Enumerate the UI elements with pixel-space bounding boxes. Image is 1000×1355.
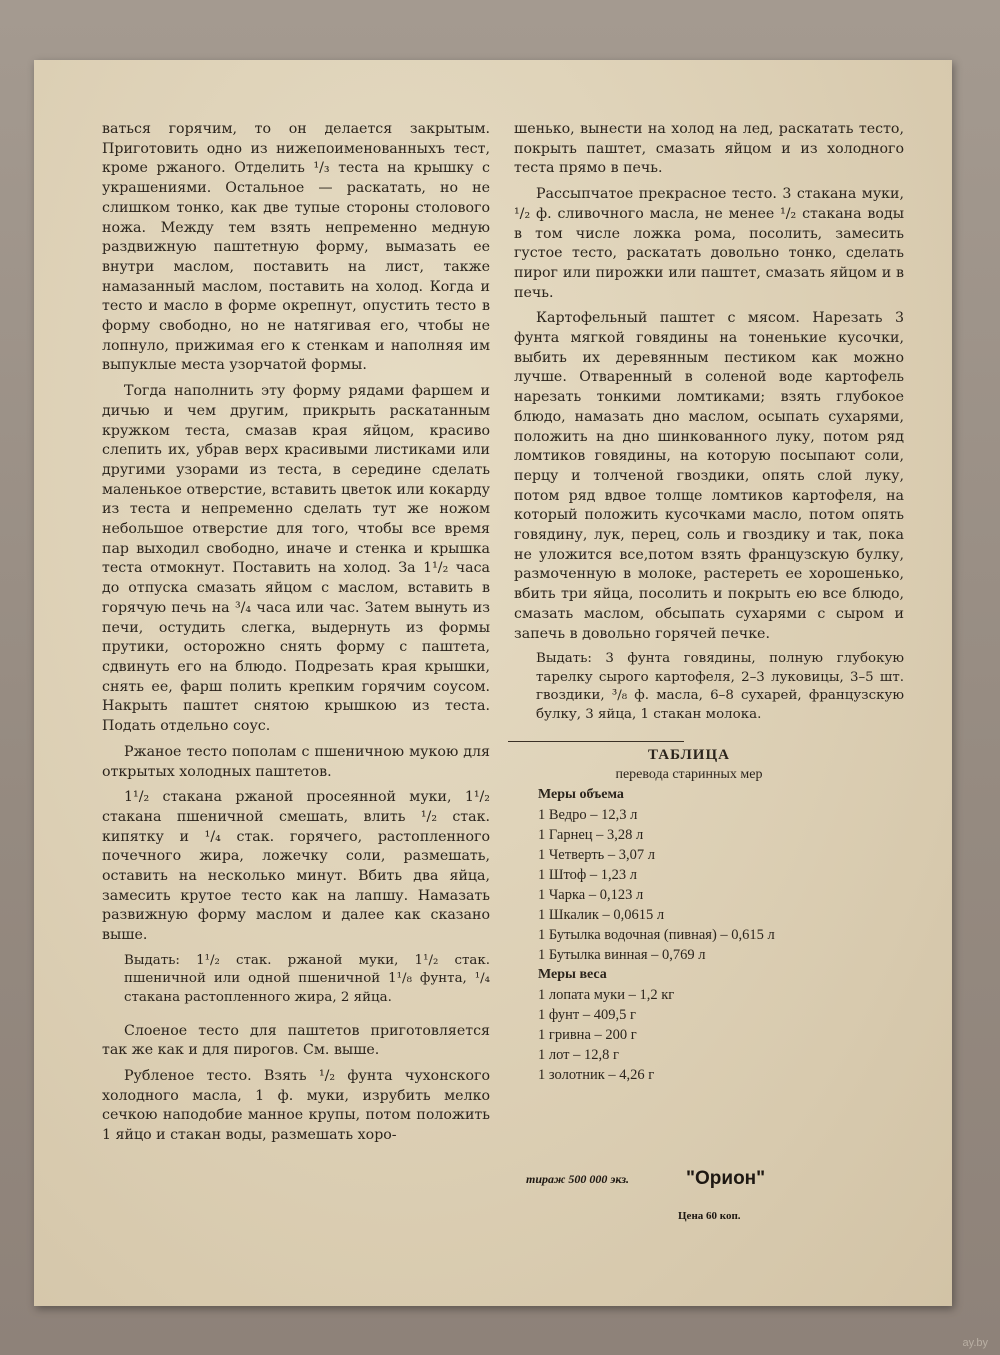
table-title: ТАБЛИЦА <box>648 746 730 763</box>
price-label: Цена 60 коп. <box>678 1210 741 1222</box>
measure-row: 1 Гарнец – 3,28 л <box>538 827 644 844</box>
measure-row: 1 фунт – 409,5 г <box>538 1007 636 1024</box>
paragraph-pate-closed: ваться горячим, то он делается закрытым. Приготовить одно из нижепоименованныхъ тест, кроме ржаного. Отделить ¹/₃ теста на крышку с украшениями. Остальное — раскатать, но не слишком тонко, как две тупые стороны столового ножа. Между тем взять непременно медную раздвижную паштетную форму, вымазать ее внутри маслом, поставить на лист, также намазанный маслом, поставить на холод. Когда и тесто и масло в форме окрепнут, опустить тесто в форму свободно, но не натягивая его, чтобы не лопнуло, прижимая его к стенкам и наполняя им выпуклые места узорчатой формы. <box>102 121 490 374</box>
paragraph-rye-dough-title: Ржаное тесто пополам с пшеничною мукою для открытых холодных паштетов. <box>102 743 490 780</box>
paragraph-puff-pastry: Слоеное тесто для паштетов приготовляется так же как и для пирогов. См. выше. <box>102 1022 490 1059</box>
measure-row: 1 Ведро – 12,3 л <box>538 807 638 824</box>
measure-row: 1 Чарка – 0,123 л <box>538 887 644 904</box>
paragraph-crumbly-dough: Рассыпчатое прекрасное тесто. 3 стакана муки, ¹/₂ ф. сливочного масла, не менее ¹/₂ стакана воды в том числе ложка рома, посолить, замесить густое тесто, раскатать довольно тонко, сделать пирог или пирожки или паштет, смазать яйцом и в печь. <box>514 186 904 301</box>
volume-heading: Меры объема <box>538 787 624 803</box>
print-run: тираж 500 000 экз. <box>526 1172 630 1186</box>
paragraph-rye-dough: 1¹/₂ стакана ржаной просеянной муки, 1¹/₂ стакана пшеничной смешать, влить ¹/₂ стак. кипятку и ¹/₄ стак. горячего, растопленного почечного жира, ложечку соли, размешать, оставить на несколько минут. Вбить два яйца, замесить крутое тесто как на лапшу. Намазать развижную форму маслом и далее как сказано выше. <box>102 789 490 944</box>
measure-row: 1 Бутылка водочная (пивная) – 0,615 л <box>538 927 775 944</box>
paragraph-pate-filling: Тогда наполнить эту форму рядами фаршем и дичью и чем другим, прикрыть раскатанным кружком теста, смазав края яйцом, красиво слепить их, убрав верх красивыми листиками или другими узорами из теста, в середине сделать маленькое отверстие, вставить цветок или кокарду из теста и непременно сделать тут же ножом небольшое отверстие для того, чтобы все время пар выходил свободно, иначе и стенка и крышка теста отмокнут. Поставить на холод. За 1¹/₂ часа до отпуска смазать яйцом с маслом, вставить в горячую печь на ³/₄ часа или час. Затем вынуть из печи, остудить слегка, выдернуть из формы прутики, осторожно снять форму с паштета, сдвинуть его на блюдо. Подрезать края крышки, снять ее, фарш полить крепким горячим соусом. Накрыть паштет снятою крышкою из теста. Подать отдельно соус. <box>102 383 490 735</box>
right-column <box>514 120 904 1085</box>
measure-row: 1 золотник – 4,26 г <box>538 1067 655 1084</box>
measure-row: 1 Шкалик – 0,0615 л <box>538 907 665 924</box>
measure-row: 1 гривна – 200 г <box>538 1027 637 1044</box>
paragraph-rye-dough-yield: Выдать: 1¹/₂ стак. ржаной муки, 1¹/₂ стак. пшеничной или одной пшеничной 1¹/₈ фунта, ¹/₄ стакана растопленного жира, 2 яйца. <box>124 952 490 1006</box>
paragraph-potato-pate-yield: Выдать: 3 фунта говядины, полную глубокую тарелку сырого картофеля, 2–3 луковицы, 3–5 шт. гвоздики, ³/₈ ф. масла, 6–8 сухарей, французскую булку, 3 яйца, 1 стакан молока. <box>536 651 904 723</box>
measures-table <box>514 785 904 1085</box>
paragraph-potato-pate: Картофельный паштет с мясом. Нарезать 3 фунта мягкой говядины на тоненькие кусочки, выбить их деревянным пестиком как можно лучше. Отваренный в соленой воде картофель нарезать тонкими ломтиками; взять глубокое блюдо, намазать дно маслом, осыпать сухарями, положить на дно шинкованного луку, потом ряд ломтиков говядины, на которую посыпают соли, перцу и толченой гвоздики, опять слой луку, потом ряд вдвое толще ломтиков картофеля, на который положить кусочками масло, потом опять говядину, лук, перец, соль и гвоздику и так, пока не уложится все,потом взять французскую булку, размоченную в молоке, растереть ее хорошенько, вбить три яйца, посолить и покрыть ею все блюдо, смазать маслом, обсыпать сухарями с сыром и запечь в довольно горячей печке. <box>514 310 904 642</box>
paragraph-chopped-dough: Рубленое тесто. Взять ¹/₂ фунта чухонского холодного масла, 1 ф. муки, изрубить мелко сечкою наподобие манное крупы, потом положить 1 яйцо и стакан воды, размешать хоро- <box>102 1068 490 1144</box>
table-subtitle: перевода старинных мер <box>615 767 763 783</box>
measure-row: 1 Штоф – 1,23 л <box>538 867 638 884</box>
site-watermark: ay.by <box>962 1337 988 1349</box>
publisher-name: "Орион" <box>686 1168 766 1189</box>
measure-row: 1 Бутылка винная – 0,769 л <box>538 947 706 964</box>
divider-rule <box>508 741 684 742</box>
measure-row: 1 Четверть – 3,07 л <box>538 847 656 864</box>
book-page <box>34 60 952 1306</box>
measure-row: 1 лот – 12,8 г <box>538 1047 619 1064</box>
paragraph-chopped-dough-cont: шенько, вынести на холод на лед, раскатать тесто, покрыть паштет, смазать яйцом и из холодного теста прямо в печь. <box>514 121 904 177</box>
weight-heading: Меры веса <box>538 967 607 983</box>
measure-row: 1 лопата муки – 1,2 кг <box>538 987 675 1004</box>
left-column <box>102 120 490 1152</box>
